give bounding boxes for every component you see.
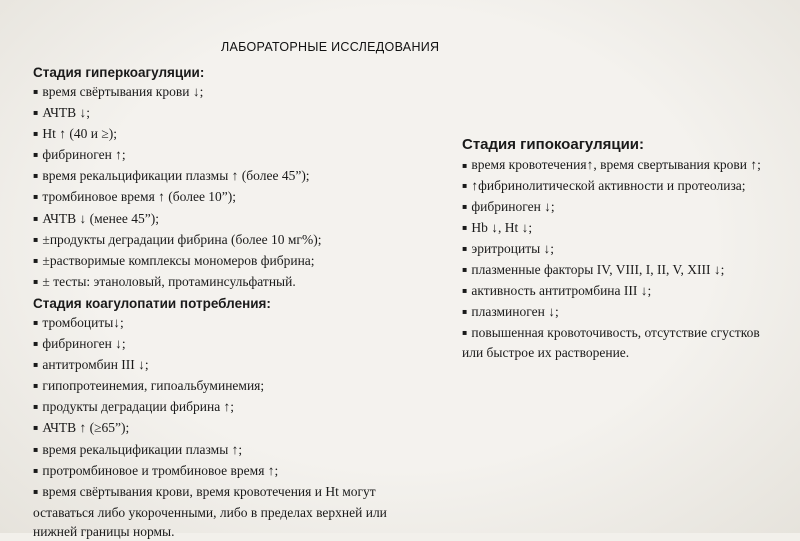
bullet-icon: ▪: [33, 150, 39, 160]
list-item: [33, 251, 463, 272]
bullet-icon: ▪: [33, 465, 39, 475]
list-item-text: АЧТВ ↑ (≥65”);: [42, 420, 130, 436]
bullet-icon: ▪: [33, 234, 39, 244]
bullet-icon: ▪: [462, 328, 468, 337]
list-item: [33, 461, 463, 482]
hypocoagulation-heading: Стадия гипокоагуляции:: [462, 136, 645, 153]
bullet-icon: ▪: [33, 339, 39, 349]
list-item: [33, 124, 463, 145]
list-item: [462, 303, 782, 323]
list-item: [462, 261, 782, 281]
list-item-text: плазминоген ↓;: [471, 304, 559, 319]
list-item: [462, 282, 782, 302]
bullet-icon: ▪: [33, 276, 39, 286]
list-item: [462, 324, 782, 362]
list-item: [33, 418, 463, 439]
list-item-text: ± тесты: этаноловый, протаминсульфатный.: [42, 273, 296, 289]
list-item-text: время рекальцификации плазмы ↑;: [42, 441, 243, 457]
right-column: [462, 133, 782, 363]
list-item-text: антитромбин III ↓;: [42, 357, 149, 373]
list-item: [33, 376, 463, 397]
list-item: [33, 187, 463, 208]
list-item: [33, 209, 463, 230]
list-item-text: ±растворимые комплексы мономеров фибрина;: [42, 252, 315, 268]
consumption-coagulopathy-list: [33, 313, 463, 482]
bullet-icon: ▪: [33, 486, 39, 496]
bullet-icon: ▪: [462, 223, 468, 232]
list-item: [33, 313, 463, 334]
list-item-text: тромбиновое время ↑ (более 10”);: [42, 189, 237, 205]
list-item-text: ±продукты деградации фибрина (более 10 мг%);: [42, 231, 322, 247]
bullet-icon: ▪: [462, 244, 468, 253]
bullet-icon: ▪: [33, 317, 39, 327]
list-item-text: протромбиновое и тромбиновое время ↑;: [42, 462, 279, 478]
list-item-text: фибриноген ↓;: [42, 336, 126, 352]
list-item-text: фибриноген ↑;: [42, 147, 126, 163]
bullet-icon: ▪: [462, 265, 468, 274]
list-item: [33, 166, 463, 187]
list-item-text: фибриноген ↓;: [471, 199, 555, 214]
list-item-text: тромбоциты↓;: [42, 314, 124, 330]
slide-title: ЛАБОРАТОРНЫЕ ИССЛЕДОВАНИЯ: [221, 40, 440, 54]
list-item-text: время свёртывания крови ↓;: [42, 84, 204, 99]
bullet-icon: ▪: [33, 213, 39, 223]
list-item-text: Ht ↑ (40 и ≥);: [42, 126, 118, 142]
list-item-text: АЧТВ ↓ (менее 45”);: [42, 210, 159, 226]
list-item: [462, 219, 782, 239]
list-item: [462, 198, 782, 218]
bullet-icon: ▪: [33, 423, 39, 433]
list-item: [33, 334, 463, 355]
list-item: [33, 82, 463, 103]
bullet-icon: ▪: [33, 402, 39, 412]
list-item: ▪ время свёртывания крови, время кровотечения и Ht могут: [33, 483, 376, 499]
list-item-text: повышенная кровоточивость, отсутствие сгустков или быстрое их растворение.: [462, 325, 760, 361]
bullet-icon: ▪: [33, 255, 39, 265]
bullet-icon: ▪: [33, 381, 39, 391]
list-item-continuation: нижней границы нормы.: [33, 523, 175, 539]
bullet-icon: ▪: [462, 307, 468, 316]
list-item: [462, 156, 782, 176]
list-item-text: эритроциты ↓;: [471, 241, 555, 256]
list-item-text: АЧТВ ↓;: [42, 105, 91, 121]
bullet-icon: ▪: [33, 360, 39, 370]
list-item: [462, 240, 782, 260]
bullet-icon: ▪: [33, 87, 39, 96]
list-item: [33, 103, 463, 124]
list-item-text: активность антитромбина III ↓;: [471, 283, 652, 298]
hypercoagulation-heading: Стадия гиперкоагуляции:: [33, 65, 205, 80]
list-item: [33, 440, 463, 461]
list-item-continuation: оставаться либо укороченными, либо в пределах верхней или: [33, 504, 387, 520]
consumption-coagulopathy-heading: Стадия коагулопатии потребления:: [33, 295, 271, 311]
list-item-text: время рекальцификации плазмы ↑ (более 45”);: [42, 168, 310, 184]
list-item-text: гипопротеинемия, гипоальбуминемия;: [42, 378, 265, 394]
list-item-text: ↑фибринолитической активности и протеолиза;: [471, 178, 746, 193]
bullet-icon: ▪: [33, 192, 39, 202]
bullet-icon: ▪: [462, 202, 468, 211]
bullet-icon: ▪: [462, 286, 468, 295]
list-item: [33, 355, 463, 376]
list-item-text: продукты деградации фибрина ↑;: [42, 399, 235, 415]
list-item: [33, 397, 463, 418]
hypercoagulation-list: [33, 82, 463, 293]
list-item-text: плазменные факторы IV, VIII, I, II, V, XIII ↓;: [471, 262, 725, 277]
list-item: [33, 230, 463, 251]
bullet-icon: ▪: [33, 129, 39, 139]
bullet-icon: ▪: [462, 161, 468, 170]
list-item-text: время кровотечения↑, время свертывания крови ↑;: [471, 157, 761, 172]
list-item: [33, 145, 463, 166]
list-item-text: Hb ↓, Ht ↓;: [471, 220, 533, 235]
list-item: [33, 272, 463, 293]
bullet-icon: ▪: [33, 108, 39, 118]
bullet-icon: ▪: [33, 171, 39, 181]
left-column: [33, 62, 463, 541]
hypocoagulation-list: [462, 156, 782, 362]
bullet-icon: ▪: [462, 181, 468, 190]
bullet-icon: ▪: [33, 444, 39, 454]
list-item: [462, 177, 782, 197]
